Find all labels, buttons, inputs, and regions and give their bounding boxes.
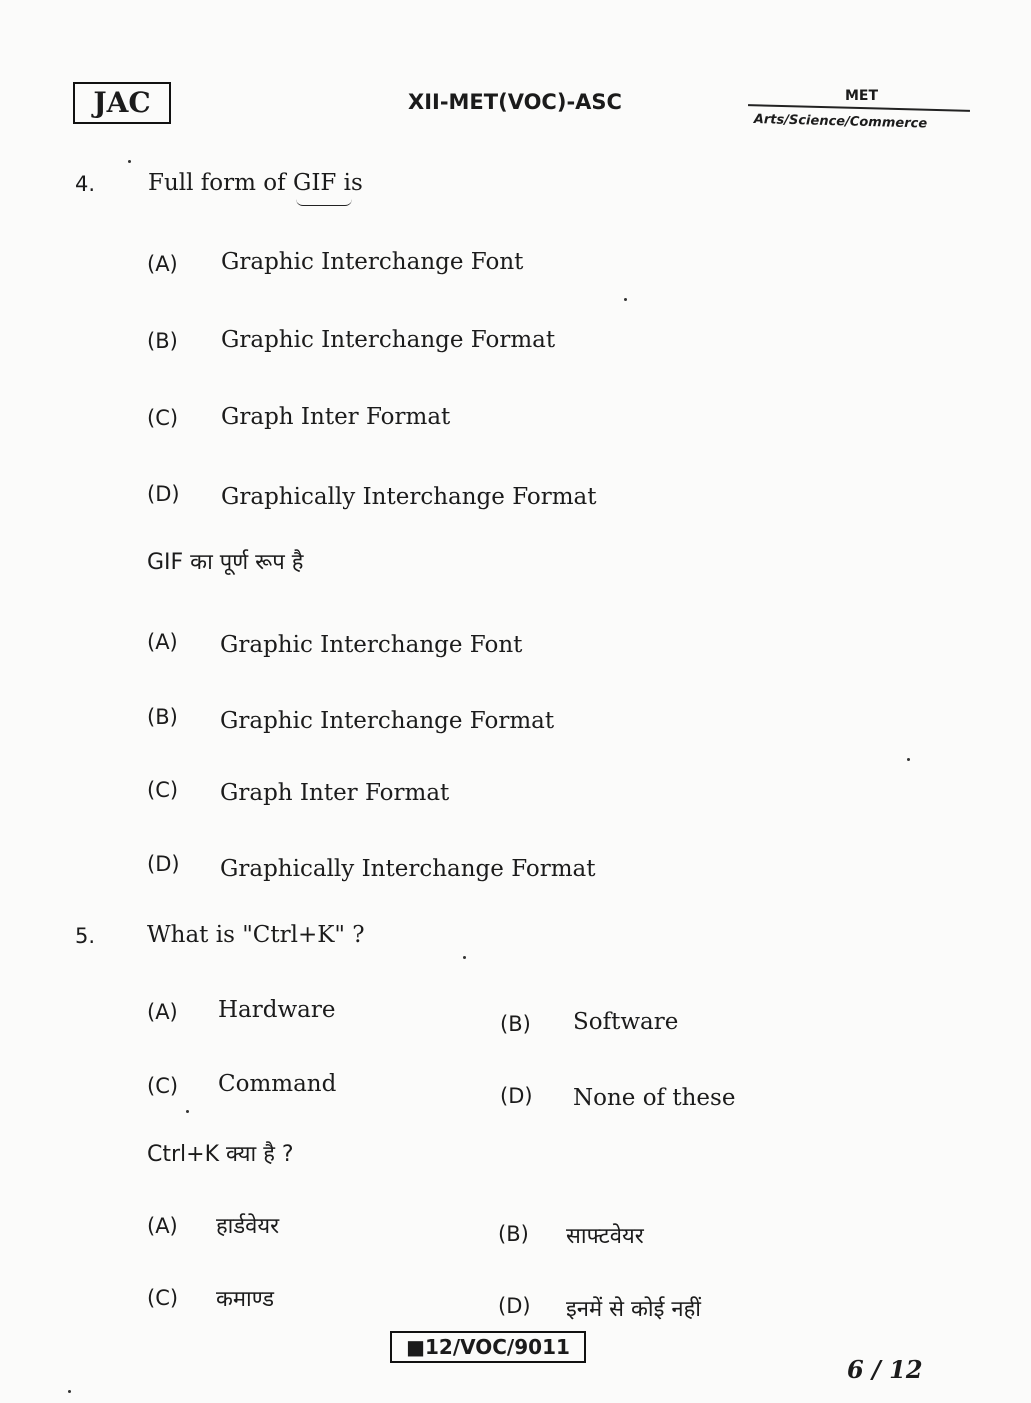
scan-speck [68,1390,71,1393]
subject-label: MET [845,88,879,104]
option-text: हार्डवेयर [216,1214,280,1239]
option-text: कमाण्ड [216,1287,274,1312]
option-text: None of these [573,1085,736,1111]
option-text: इनमें से कोई नहीं [566,1297,702,1322]
scan-speck [186,1110,189,1113]
question-text: Full form of GIF is [148,170,363,196]
option-text: साफ्टवेयर [566,1224,644,1249]
option-text: Hardware [218,997,336,1023]
scan-speck [463,956,466,959]
option-label: (D) [500,1084,533,1108]
scan-speck [624,298,627,301]
option-label: (A) [147,1214,178,1238]
option-text: Graphic Interchange Format [220,708,555,734]
scan-speck [907,758,910,761]
option-label: (C) [147,1286,179,1310]
streams-label: Arts/Science/Commerce [753,112,928,132]
option-text: Graph Inter Format [220,780,450,806]
board-logo-box: JAC [73,82,171,124]
scan-speck [128,160,131,163]
option-label: (D) [498,1294,531,1318]
option-label: (B) [498,1222,529,1246]
subject-divider [748,104,970,112]
option-label: (B) [500,1012,531,1036]
option-label: (D) [147,852,180,876]
option-label: (C) [147,1074,179,1098]
option-text: Graphically Interchange Format [220,856,596,882]
question-text: What is "Ctrl+K" ? [147,922,365,948]
question-number: 5. [75,924,96,948]
question-text-hindi: Ctrl+K क्या है ? [147,1142,294,1167]
question-text-hindi: GIF का पूर्ण रूप है [147,550,304,575]
option-text: Software [573,1009,679,1035]
option-label: (C) [147,406,179,430]
option-label: (B) [147,705,178,729]
option-label: (A) [147,630,178,654]
handwritten-underline [296,199,352,206]
option-label: (A) [147,1000,178,1024]
option-text: Graphic Interchange Format [221,327,556,353]
question-number: 4. [75,172,96,196]
option-text: Graphically Interchange Format [221,484,597,510]
option-label: (A) [147,252,178,276]
option-label: (D) [147,482,180,506]
booklet-code-box: ■12/VOC/9011 [390,1331,586,1363]
option-text: Graphic Interchange Font [221,249,524,275]
page-number: 6 / 12 [847,1355,923,1384]
option-label: (C) [147,778,179,802]
option-text: Command [218,1071,337,1097]
option-text: Graphic Interchange Font [220,632,523,658]
option-text: Graph Inter Format [221,404,451,430]
paper-code: XII-MET(VOC)-ASC [408,90,622,114]
option-label: (B) [147,329,178,353]
